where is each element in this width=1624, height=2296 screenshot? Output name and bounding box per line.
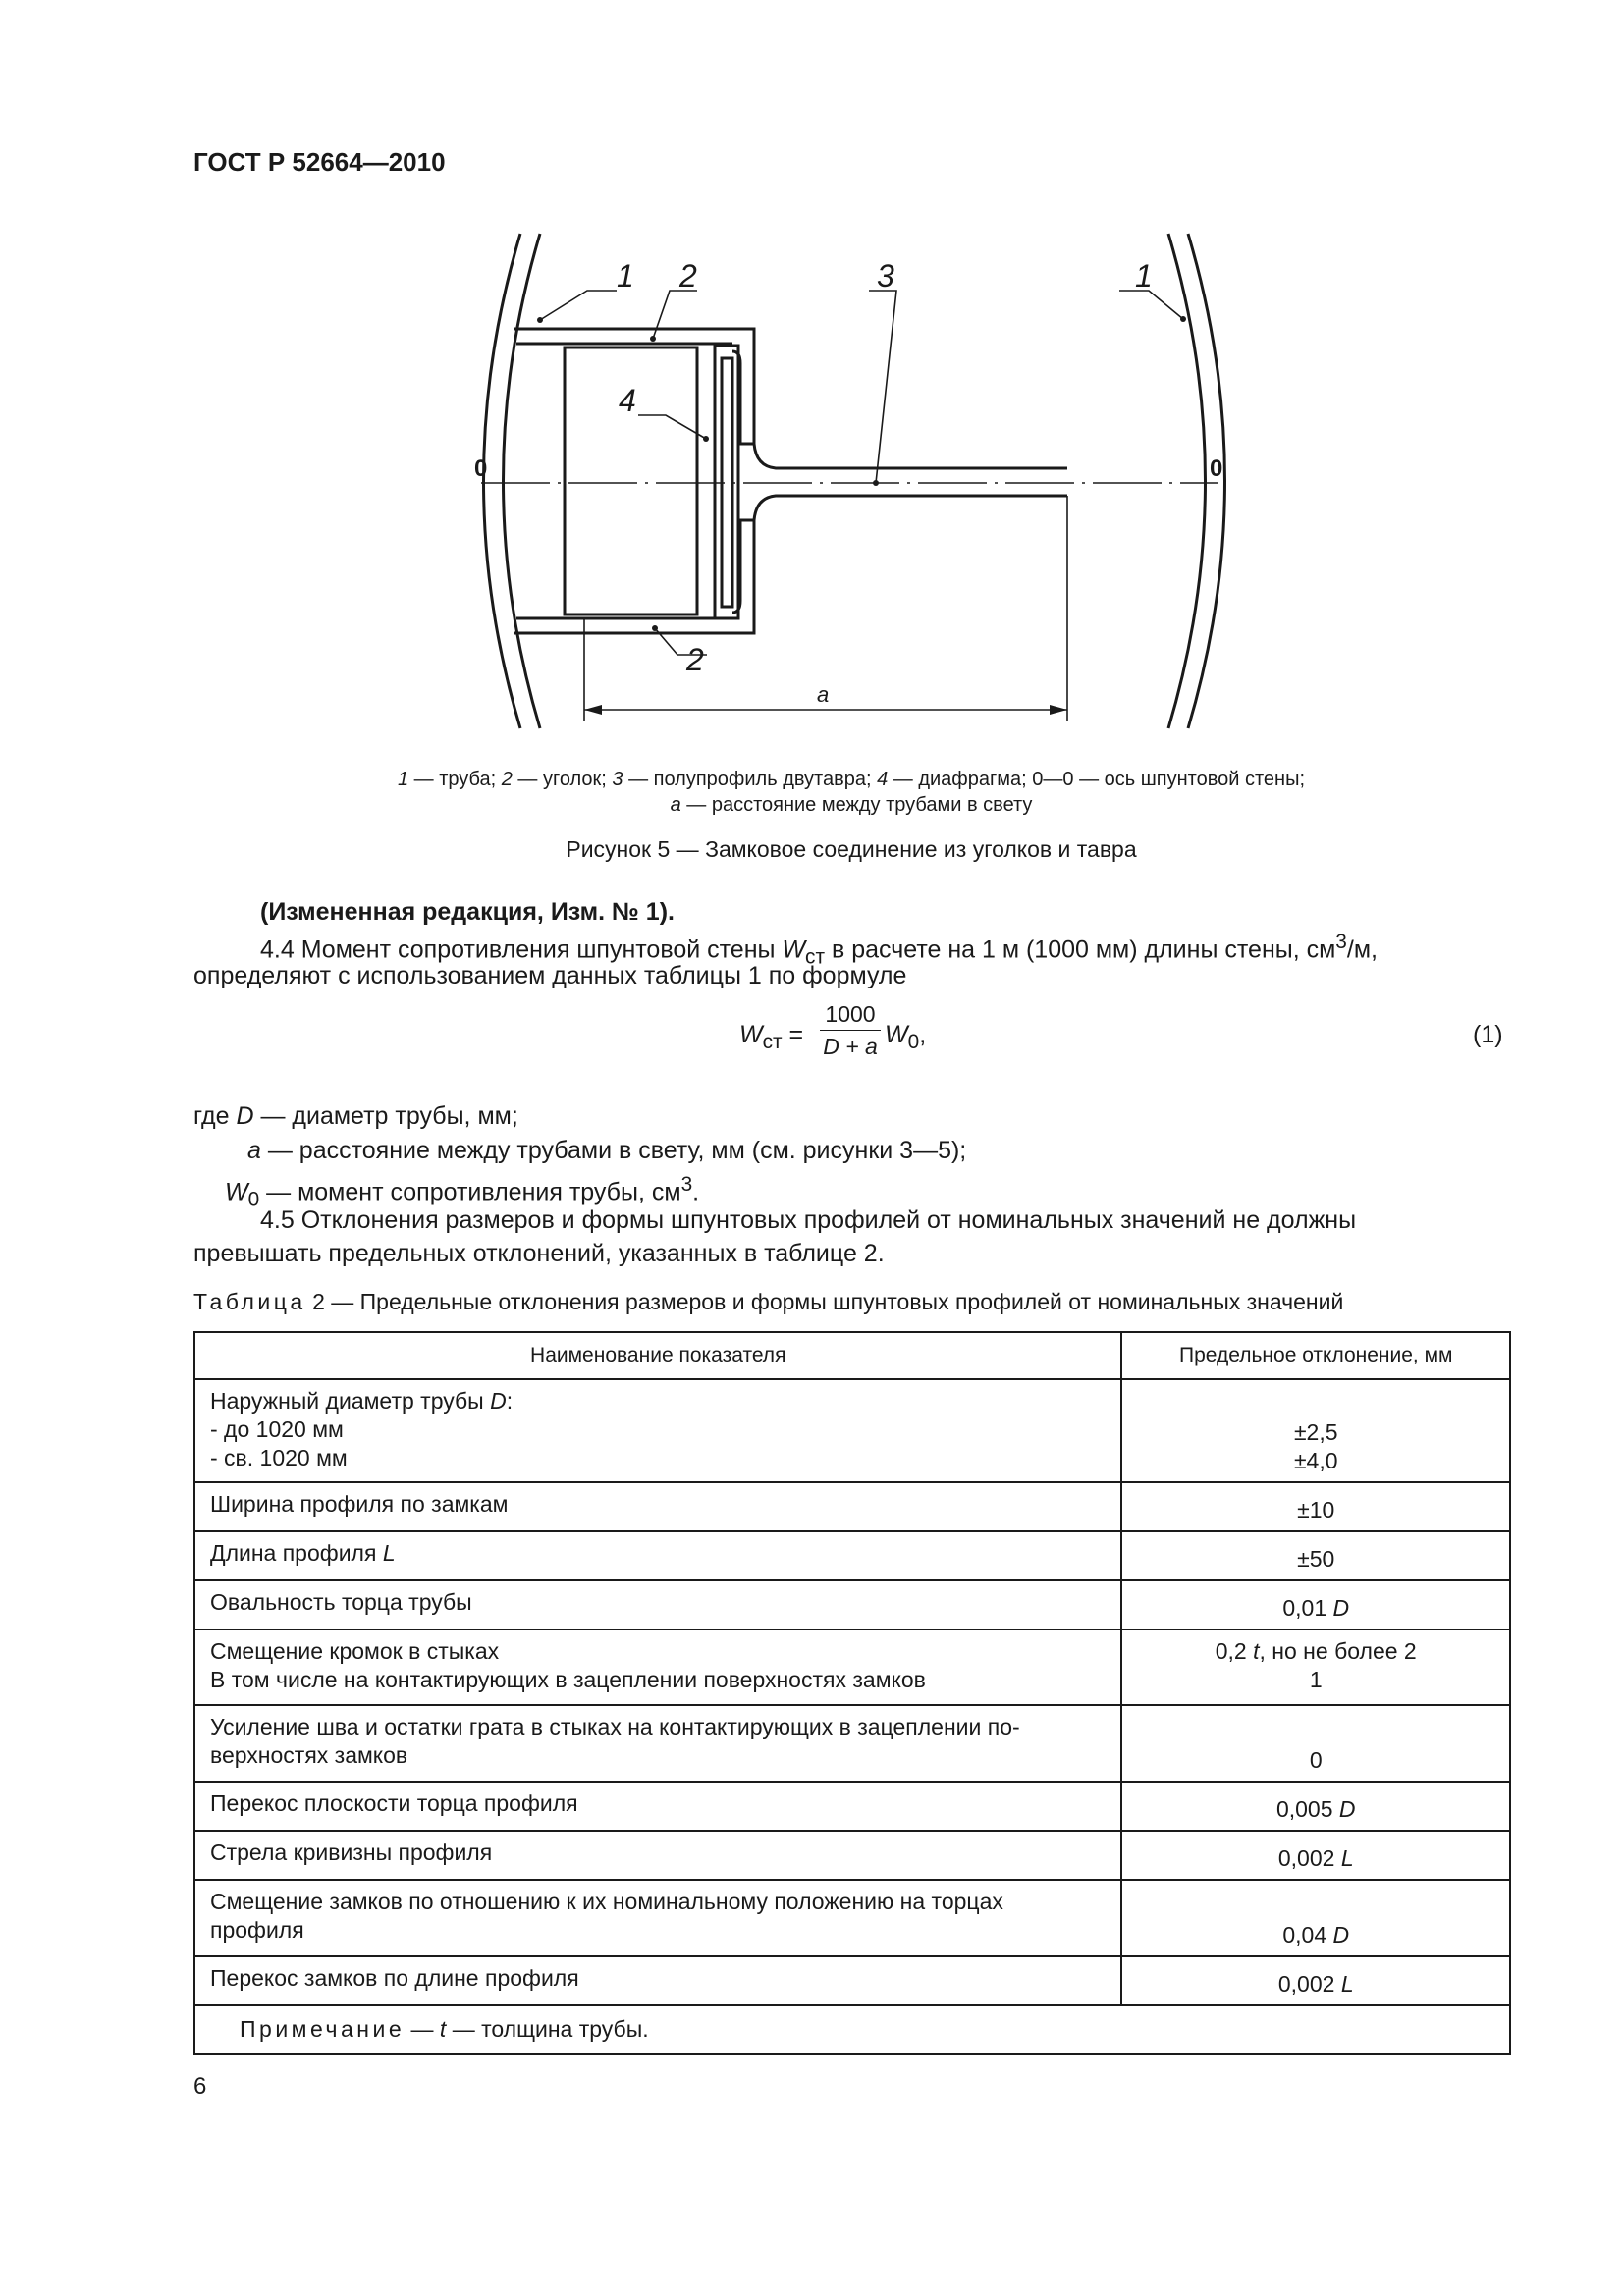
- row-name: Длина профиля L: [194, 1531, 1121, 1580]
- table-row: [194, 1580, 1510, 1629]
- row-value: 0,005 D: [1121, 1782, 1510, 1831]
- row-name: Наружный диаметр трубы D: - до 1020 мм - св. 1020 мм: [194, 1379, 1121, 1482]
- row-name: Стрела кривизны профиля: [194, 1831, 1121, 1880]
- angle-bottom: [514, 587, 754, 633]
- row-value: 0,002 L: [1121, 1831, 1510, 1880]
- label-angle-top: 2: [679, 258, 697, 294]
- figure-legend-line1: 1 — труба; 2 — уголок; 3 — полупрофиль двутавра; 4 — диафрагма; 0—0 — ось шпунтовой стены;: [397, 769, 1306, 790]
- right-pipe-inner: [1168, 234, 1206, 728]
- label-diaphragm: 4: [619, 383, 636, 418]
- row-name: Усиление шва и остатки грата в стыках на контактирующих в зацеплении по- верхностях замков: [194, 1705, 1121, 1782]
- row-name: Смещение замков по отношению к их номинальному положению на торцах профиля: [194, 1880, 1121, 1956]
- label-axis-left: 0: [474, 455, 488, 482]
- diaphragm: [715, 346, 738, 618]
- table-row: [194, 1705, 1510, 1782]
- half-profile-top: [754, 444, 1067, 468]
- row-value: 0: [1121, 1705, 1510, 1782]
- where-item: где D — диаметр трубы, мм;: [193, 1102, 518, 1130]
- formula-denominator: D + a: [823, 1034, 878, 1059]
- row-name: Перекос замков по длине профиля: [194, 1956, 1121, 2005]
- table-row: [194, 1531, 1510, 1580]
- figure-caption: Рисунок 5 — Замковое соединение из уголков и тавра: [566, 836, 1137, 862]
- formula-fraction: [820, 999, 881, 1061]
- figure-lock-joint: [461, 226, 1247, 736]
- lock-claw-top: [732, 351, 754, 444]
- table-row: [194, 1831, 1510, 1880]
- document-header: ГОСТ Р 52664—2010: [193, 147, 446, 177]
- lock-claw-bottom: [732, 520, 754, 613]
- label-distance-a: a: [817, 682, 830, 707]
- row-name: Перекос плоскости торца профиля: [194, 1782, 1121, 1831]
- table-note: Примечание — t — толщина трубы.: [194, 2005, 1510, 2054]
- table-row: [194, 1782, 1510, 1831]
- table-header-row: [194, 1332, 1510, 1379]
- row-value: ±50: [1121, 1531, 1510, 1580]
- figure-legend-line2: a — расстояние между трубами в свету: [670, 794, 1033, 816]
- row-value: ±2,5 ±4,0: [1121, 1379, 1510, 1482]
- label-pipe-left: 1: [617, 258, 634, 294]
- header-parameter: Наименование показателя: [194, 1332, 1121, 1379]
- table-row: [194, 1880, 1510, 1956]
- label-angle-bottom: 2: [686, 642, 704, 677]
- header-deviation: Предельное отклонение, мм: [1121, 1332, 1510, 1379]
- paragraph-4-5-line1: 4.5 Отклонения размеров и формы шпунтовых профилей от номинальных значений не должны: [260, 1206, 1357, 1234]
- deviations-table: [193, 1331, 1511, 2055]
- label-half-profile: 3: [877, 258, 894, 294]
- page-number: 6: [193, 2073, 207, 2100]
- formula-number: (1): [1473, 1021, 1503, 1048]
- table-row: [194, 1379, 1510, 1482]
- paragraph-4-4-line1: 4.4 Момент сопротивления шпунтовой стены $W_{ст}$ в расчете на 1 м (1000 мм) длины стены, $см^3/м$,: [260, 931, 1378, 969]
- row-value: 0,002 L: [1121, 1956, 1510, 2005]
- angle-top: [514, 329, 754, 373]
- revision-note: (Измененная редакция, Изм. № 1).: [260, 898, 675, 926]
- left-pipe-inner: [504, 234, 541, 728]
- row-value: 0,2 t, но не более 2 1: [1121, 1629, 1510, 1705]
- row-value: ±10: [1121, 1482, 1510, 1531]
- row-name: Ширина профиля по замкам: [194, 1482, 1121, 1531]
- table-row: [194, 1629, 1510, 1705]
- row-name: Овальность торца трубы: [194, 1580, 1121, 1629]
- table-row: [194, 1956, 1510, 2005]
- formula-numerator: 1000: [825, 1001, 876, 1027]
- table-row: [194, 1482, 1510, 1531]
- half-profile-bottom: [754, 496, 1067, 520]
- formula-rhs: $W_0$,: [885, 1021, 927, 1053]
- label-axis-right: 0: [1210, 455, 1223, 482]
- label-pipe-right: 1: [1135, 258, 1153, 294]
- table-note-row: [194, 2005, 1510, 2054]
- paragraph-4-5-line2: превышать предельных отклонений, указанных в таблице 2.: [193, 1240, 885, 1267]
- where-item: a — расстояние между трубами в свету, мм (см. рисунки 3—5);: [247, 1137, 967, 1164]
- row-value: 0,04 D: [1121, 1880, 1510, 1956]
- paragraph-4-4-line2: определяют с использованием данных таблицы 1 по формуле: [193, 962, 907, 989]
- row-value: 0,01 D: [1121, 1580, 1510, 1629]
- where-item: $W_0$ — момент сопротивления трубы, $см^3$.: [225, 1173, 700, 1211]
- formula-lhs: $W_{ст}$ =: [739, 1021, 804, 1053]
- table-title: Таблица 2 — Предельные отклонения размеров и формы шпунтовых профилей от номинальных значений: [193, 1289, 1344, 1314]
- row-name: Смещение кромок в стыках В том числе на контактирующих в зацеплении поверхностях замков: [194, 1629, 1121, 1705]
